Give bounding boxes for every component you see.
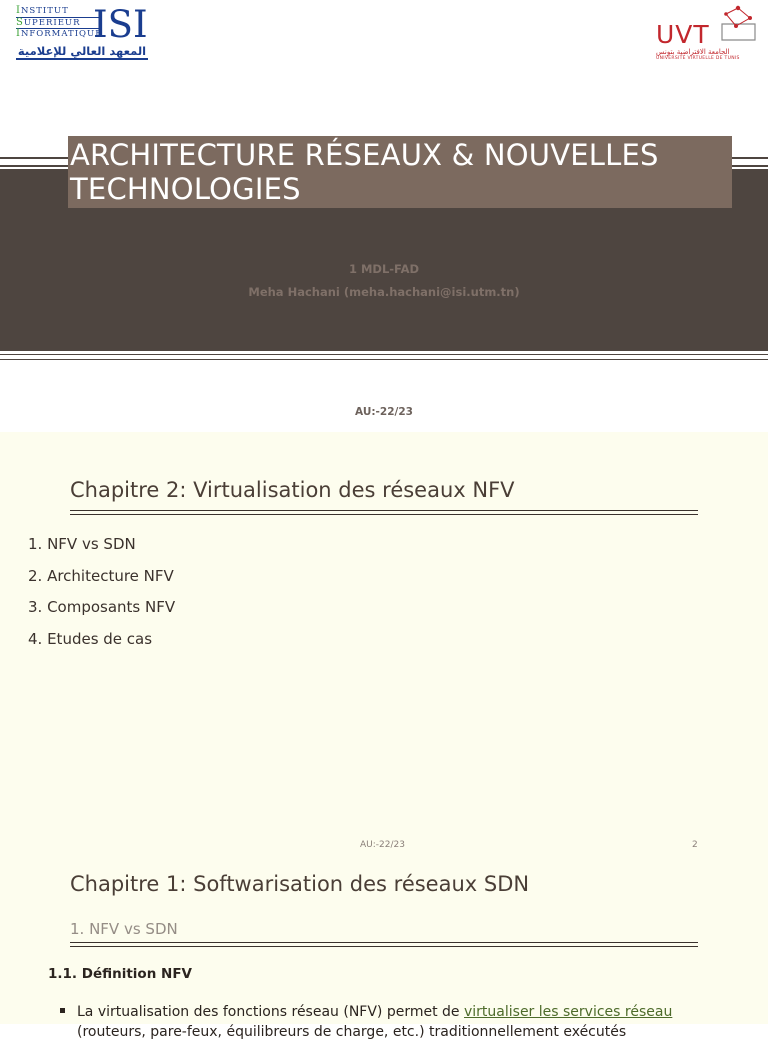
isi-logo-line3: NFORMATIQUE bbox=[20, 29, 103, 39]
decorative-rule-bottom bbox=[0, 354, 768, 360]
uvt-logo-arabic: الجامعة الافتراضية بتونس bbox=[656, 48, 730, 56]
bullet-link[interactable]: virtualiser les services réseau bbox=[464, 1004, 673, 1020]
title-underline bbox=[70, 510, 698, 515]
slide-title: Chapitre 1: Softwarisation des réseaux SDN bbox=[70, 872, 530, 896]
uvt-logo-french: UNIVERSITÉ VIRTUELLE DE TUNIS bbox=[656, 56, 740, 61]
outline-item: 3. Composants NFV bbox=[28, 598, 176, 617]
isi-logo-line1-cap: I bbox=[16, 5, 21, 16]
bullet-item bbox=[60, 1002, 760, 1042]
outline-item: 1. NFV vs SDN bbox=[28, 535, 136, 553]
isi-logo bbox=[16, 3, 150, 62]
bullet-text-continuation: (routeurs, pare-feux, équilibreurs de charge, etc.) traditionnellement exécutés bbox=[77, 1024, 627, 1040]
outline-slide bbox=[0, 432, 768, 864]
isi-logo-line1: NSTITUT bbox=[20, 6, 69, 16]
isi-logo-line2: UPERIEUR bbox=[23, 17, 81, 28]
bullet-icon bbox=[60, 1008, 65, 1013]
content-slide bbox=[0, 864, 768, 1040]
slide-page-number: 2 bbox=[692, 840, 698, 850]
section-subtitle: 1. NFV vs SDN bbox=[70, 920, 178, 938]
slide-title: Chapitre 2: Virtualisation des réseaux NFV bbox=[70, 478, 515, 502]
isi-logo-arabic: المعهد العالي للإعلامية bbox=[17, 44, 147, 58]
outline-item: 4. Etudes de cas bbox=[28, 629, 153, 648]
author-line: Meha Hachani (meha.hachani@isi.utm.tn) bbox=[248, 285, 520, 299]
uvt-logo-abbr: UVT bbox=[656, 20, 710, 49]
presentation-title: ARCHITECTURE RÉSEAUX & NOUVELLES TECHNOLOGIES bbox=[70, 138, 659, 206]
isi-logo-text-stack bbox=[16, 6, 102, 40]
bullet-text: La virtualisation des fonctions réseau (NFV) permet de bbox=[77, 1004, 464, 1020]
outline-item: 2. Architecture NFV bbox=[28, 566, 174, 585]
presentation-title-box bbox=[68, 136, 732, 208]
uvt-logo bbox=[652, 4, 760, 64]
isi-logo-abbr: ISI bbox=[93, 3, 148, 46]
slide-footer-year: AU:-22/23 bbox=[360, 840, 405, 850]
academic-year: AU:-22/23 bbox=[355, 406, 413, 418]
section-heading: 1.1. Définition NFV bbox=[48, 966, 192, 982]
outline-list bbox=[28, 532, 175, 658]
title-slide bbox=[0, 0, 768, 432]
course-code: 1 MDL-FAD bbox=[348, 262, 420, 276]
isi-logo-line2-cap: S bbox=[16, 16, 24, 28]
isi-logo-line3-cap: I bbox=[16, 28, 21, 39]
title-underline bbox=[70, 942, 698, 947]
